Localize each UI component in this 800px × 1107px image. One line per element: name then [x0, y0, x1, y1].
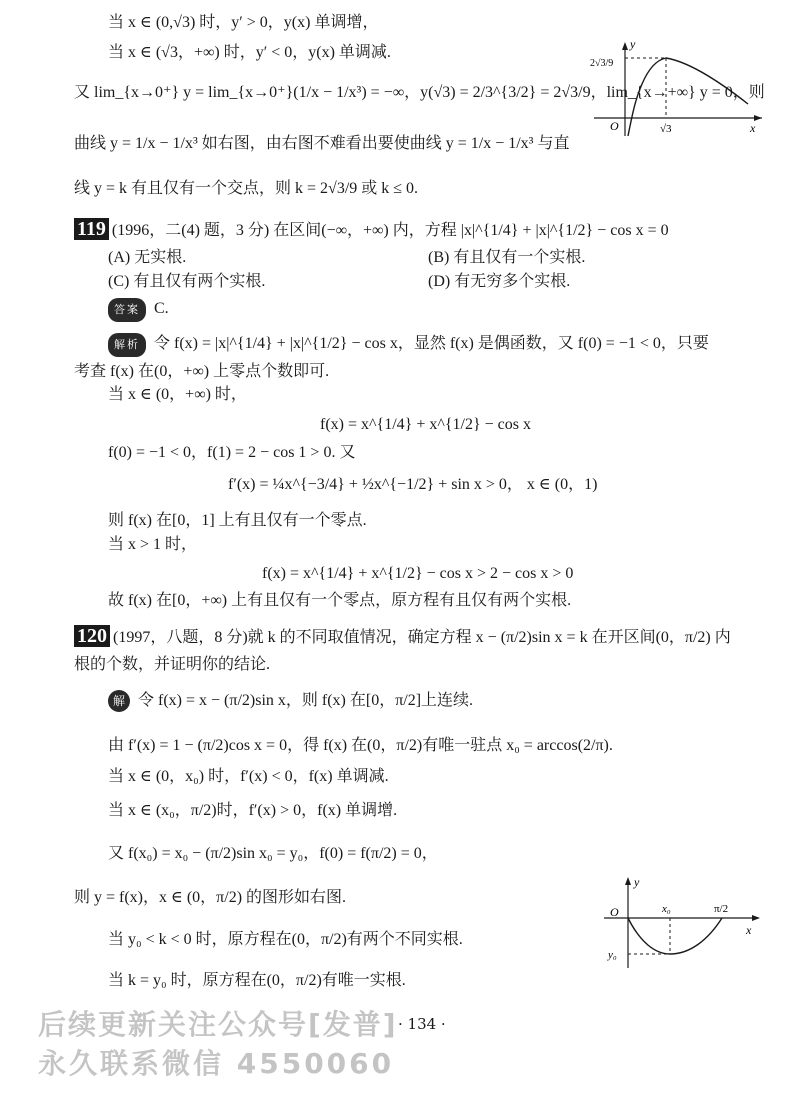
x-axis-arrow	[752, 915, 760, 921]
option-c: (C) 有且仅有两个实根.	[108, 273, 266, 290]
option-d: (D) 有无穷多个实根.	[428, 273, 571, 290]
problem-120-stem-1: 就 k 的不同取值情况，确定方程 x − (π/2)sin x = k 在开区间(0，π/2) 内	[247, 629, 731, 646]
analysis-line-2: 考查 f(x) 在(0，+∞) 上零点个数即可.	[74, 363, 330, 380]
y-label: y	[630, 38, 636, 51]
analysis-eq-1: f(x) = x^{1/4} + x^{1/2} − cos x	[320, 416, 532, 433]
solution-line-8: 当 k = y₀ 时，原方程在(0，π/2)有唯一实根.	[108, 972, 406, 989]
problem-120-number: 120	[74, 625, 110, 647]
curve	[628, 918, 722, 954]
pi-half-label: π/2	[714, 903, 729, 915]
page-number: · 134 ·	[398, 1015, 446, 1033]
analysis-line-3: 当 x ∈ (0，+∞) 时，	[108, 386, 247, 403]
max-value-label: 2√3/9	[590, 58, 614, 69]
problem-119-header	[74, 218, 669, 242]
problem-119-stem: 在区间(−∞，+∞) 内，方程 |x|^{1/4} + |x|^{1/2} − cos x = 0	[273, 222, 669, 239]
solution-line-6: 则 y = f(x)，x ∈ (0，π/2) 的图形如右图.	[74, 889, 347, 906]
watermark-line-2: 永久联系微信 4550060	[38, 1047, 395, 1080]
analysis-line-1	[108, 333, 709, 357]
option-a: (A) 无实根.	[108, 249, 187, 266]
option-b: (B) 有且仅有一个实根.	[428, 249, 586, 266]
solution-line-7: 当 y₀ < k < 0 时，原方程在(0，π/2)有两个不同实根.	[108, 931, 463, 948]
analysis-line-7: 则 f(x) 在[0，1] 上有且仅有一个零点.	[108, 512, 367, 529]
solution-seal: 解	[108, 690, 130, 712]
prev-line-5: 线 y = k 有且仅有一个交点，则 k = 2√3/9 或 k ≤ 0.	[74, 180, 419, 197]
y-axis-arrow	[625, 877, 631, 885]
analysis-eq-3: f(x) = x^{1/4} + x^{1/2} − cos x > 2 − cos x > 0	[262, 565, 574, 582]
analysis-line-10: 故 f(x) 在[0，+∞) 上有且仅有一个零点，原方程有且仅有两个实根.	[108, 592, 572, 609]
origin-label: O	[610, 905, 619, 919]
problem-120-header	[74, 625, 731, 649]
graph-f-x-minus-pi-half-sin-x	[600, 872, 765, 972]
analysis-text-1: 令 f(x) = |x|^{1/4} + |x|^{1/2} − cos x，显然 f(x) 是偶函数，又 f(0) = −1 < 0，只要	[154, 335, 709, 352]
solution-line-5: 又 f(x₀) = x₀ − (π/2)sin x₀ = y₀，f(0) = f(π/2) = 0，	[108, 845, 438, 862]
answer-seal: 答案	[108, 298, 146, 322]
solution-line-2: 由 f′(x) = 1 − (π/2)cos x = 0，得 f(x) 在(0，π/2)有唯一驻点 x₀ = arccos(2/π).	[108, 737, 613, 754]
origin-label: O	[610, 119, 619, 133]
y0-label: y₀	[608, 949, 617, 961]
problem-119-number: 119	[74, 218, 109, 240]
analysis-seal: 解析	[108, 333, 146, 357]
sqrt3-label: √3	[660, 123, 672, 135]
prev-line-1: 当 x ∈ (0,√3) 时，y′ > 0，y(x) 单调增，	[108, 14, 379, 31]
problem-119-source: (1996，二(4) 题，3 分)	[111, 222, 270, 239]
solution-line-4: 当 x ∈ (x₀，π/2)时，f′(x) > 0，f(x) 单调增.	[108, 802, 398, 819]
prev-line-3: 又 lim_{x→0⁺} y = lim_{x→0⁺}(1/x − 1/x³) = −∞，y(√3) = 2/3^{3/2} = 2√3/9，lim_{x→+∞} y = 0，则	[74, 84, 765, 101]
prev-line-2: 当 x ∈ (√3，+∞) 时，y′ < 0，y(x) 单调减.	[108, 44, 391, 61]
prev-line-4: 曲线 y = 1/x − 1/x³ 如右图，由右图不难看出要使曲线 y = 1/x − 1/x³ 与直	[74, 135, 570, 152]
graph-y-equals-1-over-x-minus-1-over-x-cubed	[590, 38, 770, 138]
solution-text-1: 令 f(x) = x − (π/2)sin x，则 f(x) 在[0，π/2]上连续.	[138, 692, 474, 709]
curve	[628, 58, 748, 136]
y-label: y	[634, 875, 640, 889]
analysis-line-8: 当 x > 1 时，	[108, 536, 198, 553]
x-label: x	[746, 923, 752, 937]
problem-120-stem-2: 根的个数，并证明你的结论.	[74, 656, 271, 673]
answer-line	[108, 298, 169, 322]
solution-line-1	[108, 690, 473, 712]
analysis-eq-2: f′(x) = ¼x^{−3/4} + ½x^{−1/2} + sin x > 0， x ∈ (0，1)	[228, 476, 598, 493]
x-label: x	[750, 121, 756, 135]
x0-label: x₀	[662, 903, 671, 915]
analysis-line-5: f(0) = −1 < 0，f(1) = 2 − cos 1 > 0. 又	[108, 444, 356, 461]
answer-value: C.	[154, 300, 169, 317]
y-axis-arrow	[622, 42, 628, 50]
watermark-line-1: 后续更新关注公众号[发普]	[38, 1008, 398, 1041]
problem-120-source: (1997，八题，8 分)	[113, 629, 248, 646]
solution-line-3: 当 x ∈ (0，x₀) 时，f′(x) < 0，f(x) 单调减.	[108, 768, 389, 785]
